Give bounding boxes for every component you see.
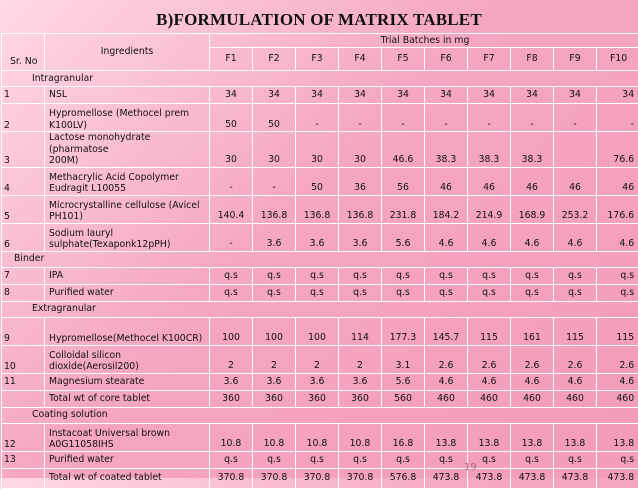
value-cell-f3: 30	[296, 132, 339, 168]
value-cell-f8: 4.6	[511, 373, 554, 390]
value-cell-f3: 3.6	[296, 373, 339, 390]
ingredient-cell	[45, 468, 210, 488]
ingredient-line: sulphate(Texaponk12pPH)	[49, 239, 206, 251]
batch-header-f9: F9	[554, 48, 597, 71]
section-label: Coating solution	[2, 407, 638, 423]
batch-header-f6: F6	[425, 48, 468, 71]
ingredient-cell	[45, 451, 210, 468]
value-cell-f1: 100	[210, 317, 253, 345]
ingredient-cell	[45, 284, 210, 301]
value-cell-f7: 214.9	[468, 195, 511, 223]
ingredient-line: Colloidal silicon	[49, 350, 206, 362]
value-cell-f7: 34	[468, 87, 511, 104]
ingredient-line: A0G11058IHS	[49, 439, 206, 451]
value-cell-f8: 4.6	[511, 223, 554, 251]
value-cell-f3: 50	[296, 167, 339, 195]
value-cell-f10: 34	[597, 87, 638, 104]
ingredient-line: NSL	[49, 89, 206, 101]
table-row	[2, 132, 638, 168]
value-cell-f9: q.s	[554, 267, 597, 284]
ingredient-line: Purified water	[49, 454, 206, 466]
value-cell-f4: 2	[339, 345, 382, 373]
value-cell-f6: 473.8	[425, 468, 468, 488]
value-cell-f8: 2.6	[511, 345, 554, 373]
value-cell-f8: q.s	[511, 451, 554, 468]
value-cell-f8: 13.8	[511, 423, 554, 451]
sr-no-cell: 2	[2, 104, 45, 132]
sr-no-header: Sr. No	[2, 34, 45, 71]
table-row	[2, 195, 638, 223]
table-row	[2, 317, 638, 345]
section-row	[2, 301, 638, 317]
value-cell-f5: 46.6	[382, 132, 425, 168]
value-cell-f8: 168.9	[511, 195, 554, 223]
table-row	[2, 390, 638, 407]
value-cell-f2: 100	[253, 317, 296, 345]
value-cell-f7: 2.6	[468, 345, 511, 373]
value-cell-f7: 473.8	[468, 468, 511, 488]
value-cell-f9: 460	[554, 390, 597, 407]
value-cell-f7: -	[468, 104, 511, 132]
value-cell-f6: 34	[425, 87, 468, 104]
value-cell-f4: 114	[339, 317, 382, 345]
value-cell-f9: 115	[554, 317, 597, 345]
section-row	[2, 407, 638, 423]
value-cell-f10: 2.6	[597, 345, 638, 373]
table-row	[2, 223, 638, 251]
value-cell-f9: 46	[554, 167, 597, 195]
value-cell-f4: q.s	[339, 451, 382, 468]
value-cell-f1: 34	[210, 87, 253, 104]
value-cell-f6: 13.8	[425, 423, 468, 451]
section-row	[2, 71, 638, 87]
ingredient-line: PH101)	[49, 211, 206, 223]
ingredient-cell	[45, 167, 210, 195]
value-cell-f3: q.s	[296, 267, 339, 284]
value-cell-f10: q.s	[597, 267, 638, 284]
value-cell-f10: 46	[597, 167, 638, 195]
value-cell-f3: 360	[296, 390, 339, 407]
value-cell-f3: 34	[296, 87, 339, 104]
value-cell-f9: 253.2	[554, 195, 597, 223]
value-cell-f2: 30	[253, 132, 296, 168]
value-cell-f1: 30	[210, 132, 253, 168]
ingredient-line: K100LV)	[49, 120, 206, 132]
value-cell-f2: 3.6	[253, 223, 296, 251]
value-cell-f1: -	[210, 167, 253, 195]
ingredient-cell	[45, 132, 210, 168]
slide-title: B)FORMULATION OF MATRIX TABLET	[0, 10, 638, 30]
ingredient-line: Hypromellose (Methocel prem	[49, 108, 206, 120]
value-cell-f9: 4.6	[554, 223, 597, 251]
value-cell-f4: 136.8	[339, 195, 382, 223]
table-row	[2, 373, 638, 390]
ingredient-line: Methacrylic Acid Copolymer	[49, 172, 206, 184]
formulation-table	[1, 33, 638, 489]
value-cell-f4: 34	[339, 87, 382, 104]
table-row	[2, 468, 638, 488]
value-cell-f6: 184.2	[425, 195, 468, 223]
value-cell-f2: 370.8	[253, 468, 296, 488]
value-cell-f7: q.s	[468, 267, 511, 284]
section-label: Intragranular	[2, 71, 638, 87]
value-cell-f2: q.s	[253, 267, 296, 284]
value-cell-f4: 3.6	[339, 373, 382, 390]
value-cell-f3: 100	[296, 317, 339, 345]
value-cell-f1: 360	[210, 390, 253, 407]
value-cell-f2: -	[253, 167, 296, 195]
ingredient-line: Total wt of coated tablet	[49, 472, 206, 484]
value-cell-f3: -	[296, 104, 339, 132]
batch-header-f4: F4	[339, 48, 382, 71]
value-cell-f7: 4.6	[468, 223, 511, 251]
table-row	[2, 345, 638, 373]
value-cell-f2: q.s	[253, 284, 296, 301]
sr-no-cell: 8	[2, 284, 45, 301]
sr-no-cell: 10	[2, 345, 45, 373]
ingredient-line: Magnesium stearate	[49, 376, 206, 388]
value-cell-f9: 473.8	[554, 468, 597, 488]
table-row	[2, 167, 638, 195]
ingredient-line: Purified water	[49, 287, 206, 299]
value-cell-f2: 2	[253, 345, 296, 373]
value-cell-f9: 13.8	[554, 423, 597, 451]
table-row	[2, 423, 638, 451]
value-cell-f1: 3.6	[210, 373, 253, 390]
value-cell-f9	[554, 132, 597, 168]
value-cell-f10: 176.6	[597, 195, 638, 223]
ingredient-cell	[45, 223, 210, 251]
value-cell-f4: 360	[339, 390, 382, 407]
value-cell-f6: q.s	[425, 451, 468, 468]
value-cell-f8: 38.3	[511, 132, 554, 168]
value-cell-f3: 10.8	[296, 423, 339, 451]
value-cell-f7: 4.6	[468, 373, 511, 390]
value-cell-f3: 136.8	[296, 195, 339, 223]
value-cell-f8: 161	[511, 317, 554, 345]
value-cell-f1: 10.8	[210, 423, 253, 451]
section-row	[2, 251, 638, 267]
value-cell-f10: q.s	[597, 284, 638, 301]
ingredient-cell	[45, 390, 210, 407]
value-cell-f9: 34	[554, 87, 597, 104]
sr-no-cell	[2, 468, 45, 488]
value-cell-f2: 10.8	[253, 423, 296, 451]
table-row	[2, 267, 638, 284]
value-cell-f2: q.s	[253, 451, 296, 468]
table-row	[2, 451, 638, 468]
value-cell-f10: 115	[597, 317, 638, 345]
value-cell-f6: q.s	[425, 267, 468, 284]
ingredient-line	[49, 322, 206, 334]
value-cell-f9: 4.6	[554, 373, 597, 390]
table-body	[2, 71, 638, 489]
ingredient-cell	[45, 373, 210, 390]
value-cell-f5: 5.6	[382, 373, 425, 390]
value-cell-f6: 4.6	[425, 373, 468, 390]
sr-no-cell: 11	[2, 373, 45, 390]
value-cell-f6: 38.3	[425, 132, 468, 168]
value-cell-f5: q.s	[382, 451, 425, 468]
value-cell-f4: 36	[339, 167, 382, 195]
value-cell-f3: q.s	[296, 451, 339, 468]
sr-no-cell: 12	[2, 423, 45, 451]
value-cell-f10: q.s	[597, 451, 638, 468]
value-cell-f2: 34	[253, 87, 296, 104]
value-cell-f4: q.s	[339, 267, 382, 284]
value-cell-f10: 13.8	[597, 423, 638, 451]
value-cell-f5: 231.8	[382, 195, 425, 223]
value-cell-f6: 4.6	[425, 223, 468, 251]
value-cell-f8: q.s	[511, 267, 554, 284]
value-cell-f5: 16.8	[382, 423, 425, 451]
batch-header-f7: F7	[468, 48, 511, 71]
value-cell-f5: 34	[382, 87, 425, 104]
sr-no-cell: 6	[2, 223, 45, 251]
value-cell-f6: 2.6	[425, 345, 468, 373]
batch-header-f1: F1	[210, 48, 253, 71]
ingredient-cell	[45, 317, 210, 345]
batch-header-f5: F5	[382, 48, 425, 71]
value-cell-f9: q.s	[554, 284, 597, 301]
value-cell-f4: 370.8	[339, 468, 382, 488]
value-cell-f7: 46	[468, 167, 511, 195]
ingredient-line: Eudragit L10055	[49, 183, 206, 195]
value-cell-f5: 560	[382, 390, 425, 407]
value-cell-f3: 370.8	[296, 468, 339, 488]
ingredient-line: IPA	[49, 270, 206, 282]
value-cell-f2: 136.8	[253, 195, 296, 223]
ingredient-cell	[45, 423, 210, 451]
batch-header-f3: F3	[296, 48, 339, 71]
value-cell-f6: 460	[425, 390, 468, 407]
batch-header-f2: F2	[253, 48, 296, 71]
value-cell-f5: 177.3	[382, 317, 425, 345]
value-cell-f2: 360	[253, 390, 296, 407]
ingredient-line: Instacoat Universal brown	[49, 428, 206, 440]
value-cell-f1: q.s	[210, 267, 253, 284]
ingredient-line: 200M)	[49, 155, 206, 167]
page-number: 19	[464, 462, 477, 473]
sr-no-cell: 7	[2, 267, 45, 284]
value-cell-f7: 460	[468, 390, 511, 407]
value-cell-f10: 4.6	[597, 373, 638, 390]
value-cell-f5: q.s	[382, 284, 425, 301]
ingredient-line: Lactose monohydrate (pharmatose	[49, 132, 206, 155]
ingredient-cell	[45, 104, 210, 132]
value-cell-f10: 460	[597, 390, 638, 407]
value-cell-f1: -	[210, 223, 253, 251]
batch-header-f10: F10	[597, 48, 638, 71]
value-cell-f1: 370.8	[210, 468, 253, 488]
sr-no-cell: 13	[2, 451, 45, 468]
value-cell-f5: 56	[382, 167, 425, 195]
value-cell-f5: -	[382, 104, 425, 132]
trial-batches-header: Trial Batches in mg	[210, 34, 638, 48]
ingredient-line: dioxide(Aerosil200)	[49, 361, 206, 373]
value-cell-f10: 4.6	[597, 223, 638, 251]
ingredient-line: Total wt of core tablet	[49, 393, 206, 405]
ingredient-line: Hypromellose(Methocel K100CR)	[49, 333, 206, 345]
value-cell-f5: 576.8	[382, 468, 425, 488]
value-cell-f6: -	[425, 104, 468, 132]
value-cell-f4: q.s	[339, 284, 382, 301]
ingredient-cell	[45, 87, 210, 104]
value-cell-f8: q.s	[511, 284, 554, 301]
value-cell-f7: 38.3	[468, 132, 511, 168]
value-cell-f9: -	[554, 104, 597, 132]
section-label: Binder	[2, 251, 638, 267]
value-cell-f1: q.s	[210, 451, 253, 468]
value-cell-f7: 13.8	[468, 423, 511, 451]
value-cell-f7: q.s	[468, 284, 511, 301]
sr-no-cell: 1	[2, 87, 45, 104]
value-cell-f1: q.s	[210, 284, 253, 301]
value-cell-f4: 30	[339, 132, 382, 168]
value-cell-f3: q.s	[296, 284, 339, 301]
value-cell-f8: 473.8	[511, 468, 554, 488]
value-cell-f7: 115	[468, 317, 511, 345]
value-cell-f4: 10.8	[339, 423, 382, 451]
value-cell-f5: 5.6	[382, 223, 425, 251]
value-cell-f8: -	[511, 104, 554, 132]
value-cell-f3: 3.6	[296, 223, 339, 251]
table-row	[2, 284, 638, 301]
value-cell-f8: 34	[511, 87, 554, 104]
sr-no-cell	[2, 390, 45, 407]
section-label: Extragranular	[2, 301, 638, 317]
sr-no-cell: 5	[2, 195, 45, 223]
value-cell-f10: -	[597, 104, 638, 132]
ingredient-line: Microcrystalline cellulose (Avicel	[49, 200, 206, 212]
ingredient-line: Sodium lauryl	[49, 228, 206, 240]
value-cell-f3: 2	[296, 345, 339, 373]
value-cell-f4: -	[339, 104, 382, 132]
value-cell-f6: 145.7	[425, 317, 468, 345]
value-cell-f5: 3.1	[382, 345, 425, 373]
value-cell-f7: q.s	[468, 451, 511, 468]
sr-no-cell: 4	[2, 167, 45, 195]
value-cell-f10: 473.8	[597, 468, 638, 488]
value-cell-f1: 50	[210, 104, 253, 132]
value-cell-f9: 2.6	[554, 345, 597, 373]
sr-no-cell: 9	[2, 317, 45, 345]
ingredient-cell	[45, 267, 210, 284]
table-row	[2, 87, 638, 104]
value-cell-f10: 76.6	[597, 132, 638, 168]
value-cell-f1: 2	[210, 345, 253, 373]
value-cell-f9: q.s	[554, 451, 597, 468]
ingredients-header: Ingredients	[45, 34, 210, 71]
table-row	[2, 104, 638, 132]
value-cell-f6: q.s	[425, 284, 468, 301]
batch-header-f8: F8	[511, 48, 554, 71]
value-cell-f6: 46	[425, 167, 468, 195]
value-cell-f5: q.s	[382, 267, 425, 284]
value-cell-f1: 140.4	[210, 195, 253, 223]
value-cell-f8: 460	[511, 390, 554, 407]
value-cell-f2: 3.6	[253, 373, 296, 390]
header-row-top	[2, 34, 638, 48]
value-cell-f4: 3.6	[339, 223, 382, 251]
sr-no-cell: 3	[2, 132, 45, 168]
value-cell-f2: 50	[253, 104, 296, 132]
value-cell-f8: 46	[511, 167, 554, 195]
ingredient-cell	[45, 195, 210, 223]
ingredient-cell	[45, 345, 210, 373]
